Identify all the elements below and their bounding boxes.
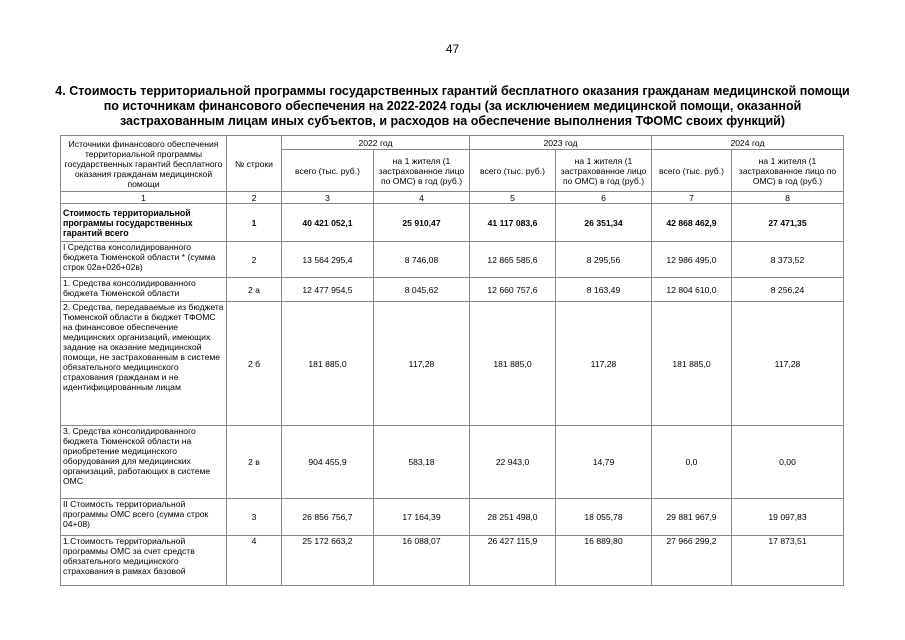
header-total-2024: всего (тыс. руб.) bbox=[652, 150, 732, 192]
cell-2023-total: 28 251 498,0 bbox=[470, 499, 556, 536]
cell-2023-per-capita: 18 055,78 bbox=[556, 499, 652, 536]
column-number-row bbox=[61, 192, 844, 204]
cell-2022-total: 12 477 954,5 bbox=[282, 278, 374, 302]
cell-2024-total: 0,0 bbox=[652, 426, 732, 499]
header-year-2024: 2024 год bbox=[652, 136, 844, 150]
table-row bbox=[61, 536, 844, 586]
cell-2023-total: 26 427 115,9 bbox=[470, 536, 556, 586]
cell-2024-per-capita: 117,28 bbox=[732, 302, 844, 426]
header-year-2022: 2022 год bbox=[282, 136, 470, 150]
header-year-2023: 2023 год bbox=[470, 136, 652, 150]
row-number: 4 bbox=[227, 536, 282, 586]
row-label: Стоимость территориальной программы государственных гарантий всего bbox=[61, 204, 227, 242]
header-total-2022: всего (тыс. руб.) bbox=[282, 150, 374, 192]
row-number: 2 bbox=[227, 242, 282, 278]
cell-2024-per-capita: 27 471,35 bbox=[732, 204, 844, 242]
cost-table bbox=[60, 135, 844, 586]
column-number: 6 bbox=[556, 192, 652, 204]
column-number: 8 bbox=[732, 192, 844, 204]
cell-2022-total: 40 421 052,1 bbox=[282, 204, 374, 242]
column-number: 7 bbox=[652, 192, 732, 204]
table-row bbox=[61, 426, 844, 499]
column-number: 4 bbox=[374, 192, 470, 204]
cell-2022-per-capita: 17 164,39 bbox=[374, 499, 470, 536]
cell-2023-total: 12 660 757,6 bbox=[470, 278, 556, 302]
table-row bbox=[61, 499, 844, 536]
row-label: I Средства консолидированного бюджета Тюменской области * (сумма строк 02а+02б+02в) bbox=[61, 242, 227, 278]
row-label: 3. Средства консолидированного бюджета Тюменской области на приобретение медицинского оборудования для медицинских организаций, работающих в системе ОМС bbox=[61, 426, 227, 499]
cell-2022-total: 25 172 663,2 bbox=[282, 536, 374, 586]
cell-2023-total: 22 943,0 bbox=[470, 426, 556, 499]
page-number: 47 bbox=[445, 42, 460, 56]
cell-2024-total: 181 885,0 bbox=[652, 302, 732, 426]
header-total-2023: всего (тыс. руб.) bbox=[470, 150, 556, 192]
cell-2022-per-capita: 583,18 bbox=[374, 426, 470, 499]
row-label: 2. Средства, передаваемые из бюджета Тюменской области в бюджет ТФОМС на финансовое обеспечение медицинских организаций, имеющих задание на оказание медицинской помощи, не застрахованным в системе обязательного медицинского страхования гражданам и не идентифицированным лицам bbox=[61, 302, 227, 426]
cell-2024-total: 42 868 462,9 bbox=[652, 204, 732, 242]
column-number: 5 bbox=[470, 192, 556, 204]
column-number: 1 bbox=[61, 192, 227, 204]
header-row-years bbox=[61, 136, 844, 150]
cell-2024-per-capita: 17 873,51 bbox=[732, 536, 844, 586]
header-per-capita-2024: на 1 жителя (1 застрахованное лицо по ОМС) в год (руб.) bbox=[732, 150, 844, 192]
cell-2022-total: 13 564 295,4 bbox=[282, 242, 374, 278]
cell-2023-per-capita: 8 163,49 bbox=[556, 278, 652, 302]
row-number: 2 б bbox=[227, 302, 282, 426]
row-number: 2 в bbox=[227, 426, 282, 499]
header-row-no: № строки bbox=[227, 136, 282, 192]
cell-2023-per-capita: 14,79 bbox=[556, 426, 652, 499]
cell-2024-per-capita: 19 097,83 bbox=[732, 499, 844, 536]
table-row bbox=[61, 278, 844, 302]
row-label: 1.Стоимость территориальной программы ОМС за счет средств обязательного медицинского страхования в рамках базовой bbox=[61, 536, 227, 586]
cell-2024-total: 27 966 299,2 bbox=[652, 536, 732, 586]
row-label: II Стоимость территориальной программы ОМС всего (сумма строк 04+08) bbox=[61, 499, 227, 536]
cell-2023-total: 41 117 083,6 bbox=[470, 204, 556, 242]
section-title: 4. Стоимость территориальной программы государственных гарантий бесплатного оказания гражданам медицинской помощи по источникам финансового обеспечения на 2022-2024 годы (за исключением медицинской помощи, оказанной застрахованным лицам иных субъектов, и расходов на обеспечение выполнения ТФОМС своих функций) bbox=[55, 84, 850, 128]
header-per-capita-2023: на 1 жителя (1 застрахованное лицо по ОМС) в год (руб.) bbox=[556, 150, 652, 192]
header-per-capita-2022: на 1 жителя (1 застрахованное лицо по ОМС) в год (руб.) bbox=[374, 150, 470, 192]
cell-2024-total: 29 881 967,9 bbox=[652, 499, 732, 536]
table-row bbox=[61, 302, 844, 426]
cell-2022-per-capita: 8 746,08 bbox=[374, 242, 470, 278]
row-label: 1. Средства консолидированного бюджета Тюменской области bbox=[61, 278, 227, 302]
cell-2023-total: 181 885,0 bbox=[470, 302, 556, 426]
cell-2022-per-capita: 16 088,07 bbox=[374, 536, 470, 586]
cell-2023-per-capita: 16 889,80 bbox=[556, 536, 652, 586]
cell-2023-per-capita: 26 351,34 bbox=[556, 204, 652, 242]
cell-2024-total: 12 986 495,0 bbox=[652, 242, 732, 278]
cell-2024-per-capita: 8 256,24 bbox=[732, 278, 844, 302]
table-row bbox=[61, 242, 844, 278]
column-number: 3 bbox=[282, 192, 374, 204]
cell-2023-total: 12 865 585,6 bbox=[470, 242, 556, 278]
row-number: 3 bbox=[227, 499, 282, 536]
column-number: 2 bbox=[227, 192, 282, 204]
cell-2022-total: 181 885,0 bbox=[282, 302, 374, 426]
cell-2024-total: 12 804 610,0 bbox=[652, 278, 732, 302]
cell-2022-total: 904 455,9 bbox=[282, 426, 374, 499]
table-row bbox=[61, 204, 844, 242]
row-number: 2 а bbox=[227, 278, 282, 302]
cell-2023-per-capita: 8 295,56 bbox=[556, 242, 652, 278]
cell-2023-per-capita: 117,28 bbox=[556, 302, 652, 426]
cell-2022-per-capita: 117,28 bbox=[374, 302, 470, 426]
cell-2024-per-capita: 0,00 bbox=[732, 426, 844, 499]
cell-2024-per-capita: 8 373,52 bbox=[732, 242, 844, 278]
header-source: Источники финансового обеспечения территориальной программы государственных гарантий бесплатного оказания гражданам медицинской помощи bbox=[61, 136, 227, 192]
cell-2022-total: 26 856 756,7 bbox=[282, 499, 374, 536]
cell-2022-per-capita: 8 045,62 bbox=[374, 278, 470, 302]
cell-2022-per-capita: 25 910,47 bbox=[374, 204, 470, 242]
row-number: 1 bbox=[227, 204, 282, 242]
